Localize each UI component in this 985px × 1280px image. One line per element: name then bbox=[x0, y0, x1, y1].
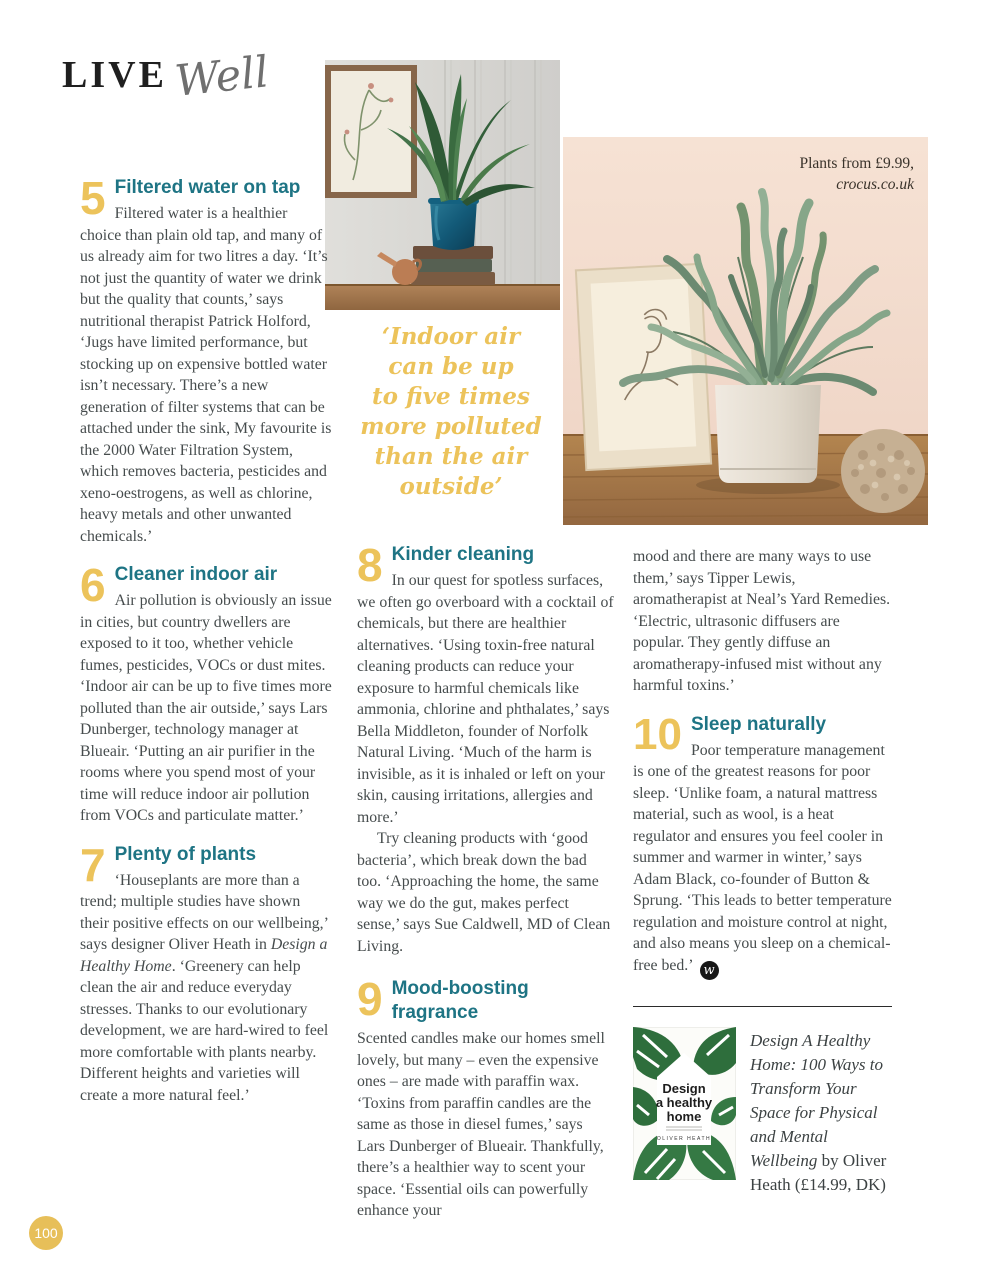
pull-quote-line: outside’ bbox=[399, 473, 503, 500]
column-right bbox=[633, 546, 892, 1197]
pull-quote-line: to five times bbox=[372, 383, 530, 410]
section-title: Mood-boosting fragrance bbox=[391, 978, 529, 1023]
section-5-filtered-water bbox=[80, 172, 332, 547]
fern-photo-illustration bbox=[563, 137, 928, 525]
section-10-sleep-naturally bbox=[633, 709, 892, 980]
divider bbox=[633, 1006, 892, 1007]
live-well-logo bbox=[62, 47, 271, 107]
photo-aspidistra bbox=[325, 60, 560, 310]
section-title: Kinder cleaning bbox=[391, 544, 535, 565]
section-body: Air pollution is obviously an issue in cities, but country dwellers are exposed to it too, whether vehicle fumes, pesticides, VOCs or dust mites. ‘Indoor air can be up to five times more polluted than the air outside,’ says Lars Dunberger, technology manager at Blueair. ‘Putting an air purifier in the rooms where you spend most of your time will reduce indoor air pollution from VOCs and particulate matter.’ bbox=[80, 592, 332, 824]
continuation-paragraph: mood and there are many ways to use them,’ says Tipper Lewis, aromatherapist at Neal’s Yard Remedies. ‘Electric, ultrasonic diffusers are popular. They gently diffuse an aromatherapy-infused mist without any harmful toxins.’ bbox=[633, 548, 891, 694]
section-7-plenty-of-plants bbox=[80, 838, 332, 1107]
page-number: 100 bbox=[34, 1225, 58, 1241]
pull-quote-line: more polluted bbox=[360, 413, 542, 440]
photo-fern bbox=[563, 137, 928, 525]
section-8-kinder-cleaning bbox=[357, 539, 614, 957]
section-number: 10 bbox=[633, 709, 682, 759]
column-middle bbox=[357, 539, 614, 1222]
section-body: ‘Houseplants are more than a trend; multiple studies have shown their positive effects on our wellbeing,’ says designer Oliver Heath in Design a Healthy Home. ‘Greenery can help clean the air and reduce everyday stresses. Thanks to our evolutionary development, we are hard-wired to feel more comfortable with plants nearby. Different heights and varieties will create a more natural feel.’ bbox=[80, 871, 329, 1104]
section-body: Filtered water is a healthier choice than plain old tap, and many of us already aim for two litres a day. ‘It’s not just the quantity of water we drink but the quality that counts,’ says nutritional therapist Patrick Holford, ‘Jugs have limited performance, but stocking up on expensive bottled water isn’t necessary. There’s a new generation of filter systems that can be attached under the sink, My favourite is the 2000 Water Filtration System, which removes bacteria, pesticides and xeno-oestrogens, as well as chlorine, heavy metals and other unwanted chemicals.’ bbox=[80, 205, 332, 545]
section-title: Plenty of plants bbox=[114, 843, 257, 865]
logo-well-script: Well bbox=[172, 47, 271, 107]
section-6-cleaner-indoor-air bbox=[80, 559, 332, 827]
book-cover-title-line3: home bbox=[666, 1108, 702, 1124]
aspidistra-photo-illustration bbox=[325, 60, 560, 310]
book-caption-author: by Oliver Heath (£14.99, DK) bbox=[750, 1150, 887, 1194]
section-body: In our quest for spotless surfaces, we often go overboard with a cocktail of chemicals, but there are healthier alternatives. ‘Using toxin-free natural cleaning products can reduce your exposure to harmful chemicals like ammonia, chlorine and phthalates,’ says Bella Middleton, founder of Norfolk Natural Living. ‘Much of the harm is invisible, as it is inhaled or left on your skin, causing irritations, allergies and more.’ bbox=[357, 572, 614, 826]
book-cover-title-line2: a healthy bbox=[655, 1094, 713, 1110]
book-title-inline: Design a Healthy Home bbox=[80, 936, 328, 975]
pull-quote-line: can be up bbox=[388, 353, 514, 380]
photo-caption-price: Plants from £9.99, bbox=[799, 155, 914, 172]
logo-live-text: LIVE bbox=[62, 54, 167, 96]
photo-caption-url: crocus.co.uk bbox=[836, 176, 914, 193]
photo-caption bbox=[799, 153, 914, 195]
pull-quote bbox=[336, 322, 566, 502]
book-caption-title: Design A Healthy Home: 100 Ways to Transform Your Space for Physical and Mental Wellbeing bbox=[750, 1030, 883, 1170]
book-cover-author: OLIVER HEATH bbox=[656, 1135, 712, 1142]
book-cover-title-line1: Design bbox=[662, 1080, 706, 1096]
section-body: Scented candles make our homes smell lovely, but many – even the expensive ones – are made with paraffin wax. ‘Toxins from paraffin candles are the same as those in diesel fumes,’ says Lars Dunberger of Blueair. Thankfully, there’s a healthier way to scent your space. ‘Essential oils can powerfully enhance your bbox=[357, 1030, 605, 1219]
section-number: 8 bbox=[357, 539, 383, 591]
section-number: 6 bbox=[80, 559, 106, 611]
pull-quote-line: than the air bbox=[374, 443, 528, 470]
book-caption bbox=[750, 1029, 888, 1197]
section-9-mood-boosting-fragrance bbox=[357, 973, 614, 1222]
book-block bbox=[633, 1027, 892, 1197]
section-body-paragraph-2: Try cleaning products with ‘good bacteria’, which break down the bad too. ‘Approaching the home, the same way we do the gut, makes perfect sense,’ says Sue Caldwell, MD of Clean Living. bbox=[357, 830, 611, 955]
pull-quote-line: ‘Indoor air bbox=[381, 323, 521, 350]
book-cover-illustration bbox=[633, 1027, 736, 1180]
page-number-badge bbox=[29, 1216, 63, 1250]
section-title: Filtered water on tap bbox=[114, 177, 301, 198]
section-body: Poor temperature management is one of the greatest reasons for poor sleep. ‘Unlike foam, a natural mattress material, such as wool, is a heat regulator and ensures you feel cooler in summer and warmer in winter,’ says Adam Black, co-founder of Button & Sprung. ‘This leads to better temperature regulation and moisture control at night, and also means you sleep on a chemical-free bed.’ w bbox=[633, 740, 892, 980]
section-title: Cleaner indoor air bbox=[114, 564, 278, 585]
section-number: 7 bbox=[80, 838, 106, 891]
section-title: Sleep naturally bbox=[690, 713, 827, 735]
section-number: 9 bbox=[357, 973, 383, 1025]
end-of-article-icon: w bbox=[700, 961, 719, 980]
section-number: 5 bbox=[80, 172, 106, 224]
column-left bbox=[80, 172, 332, 1106]
book-cover bbox=[633, 1027, 736, 1197]
